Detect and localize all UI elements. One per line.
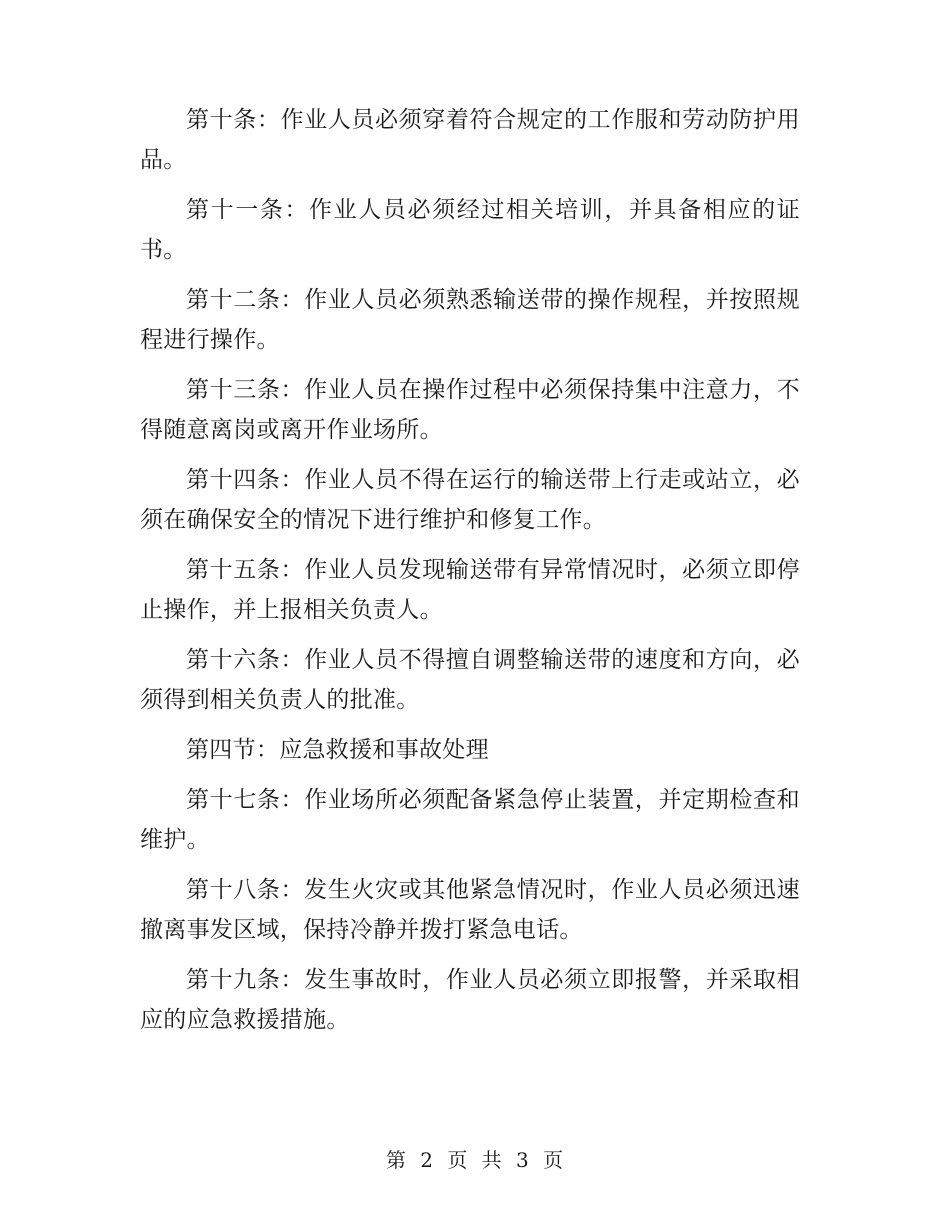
article-10: 第十条：作业人员必须穿着符合规定的工作服和劳动防护用品。: [140, 107, 800, 173]
article-16: 第十六条：作业人员不得擅自调整输送带的速度和方向，必须得到相关负责人的批准。: [140, 647, 800, 713]
article-17: 第十七条：作业场所必须配备紧急停止装置，并定期检查和维护。: [140, 787, 800, 853]
section-4-heading: 第四节：应急救援和事故处理: [186, 737, 489, 763]
article-15: 第十五条：作业人员发现输送带有异常情况时，必须立即停止操作，并上报相关负责人。: [140, 557, 800, 623]
article-12: 第十二条：作业人员必须熟悉输送带的操作规程，并按照规程进行操作。: [140, 287, 800, 353]
article-14: 第十四条：作业人员不得在运行的输送带上行走或站立，必须在确保安全的情况下进行维护和修复工作。: [140, 467, 800, 533]
article-13: 第十三条：作业人员在操作过程中必须保持集中注意力，不得随意离岗或离开作业场所。: [140, 377, 800, 443]
article-11: 第十一条：作业人员必须经过相关培训，并具备相应的证书。: [140, 197, 800, 263]
document-body: [140, 100, 800, 1050]
article-18: 第十八条：发生火灾或其他紧急情况时，作业人员必须迅速撤离事发区域，保持冷静并拨打紧急电话。: [140, 877, 800, 943]
page-number-footer: 第 2 页 共 3 页: [385, 1148, 565, 1172]
article-19: 第十九条：发生事故时，作业人员必须立即报警，并采取相应的应急救援措施。: [140, 967, 800, 1033]
